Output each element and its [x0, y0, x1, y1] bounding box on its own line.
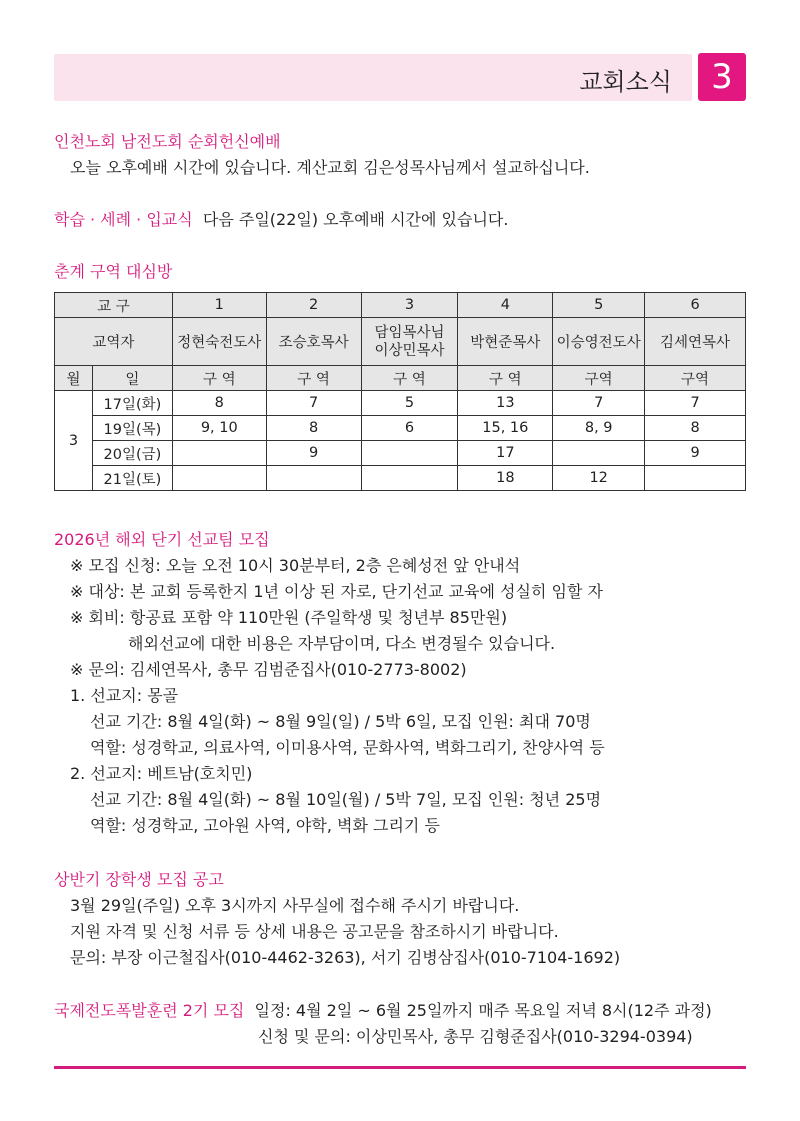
header-cell: 교역자 — [55, 318, 173, 366]
cell: 21일(토) — [92, 466, 172, 491]
table-row — [55, 416, 746, 441]
cell: 8 — [645, 416, 746, 441]
cell: 17일(화) — [92, 391, 172, 416]
section-title: 2026년 해외 단기 선교팀 모집 — [54, 530, 270, 549]
text-line: 선교 기간: 8월 4일(화) ~ 8월 9일(일) / 5박 6일, 모집 인원: 최대 70명 — [90, 712, 591, 731]
header-cell: 구역 — [553, 366, 645, 391]
cell: 8, 9 — [553, 416, 645, 441]
header-cell: 구역 — [645, 366, 746, 391]
text-line: 선교 기간: 8월 4일(화) ~ 8월 10일(월) / 5박 7일, 모집 인원: 청년 25명 — [90, 790, 602, 809]
table-row — [55, 466, 746, 491]
cell: 12 — [553, 466, 645, 491]
table-row — [55, 391, 746, 416]
cell: 6 — [361, 416, 458, 441]
cell: 9 — [266, 441, 361, 466]
text-line: 지원 자격 및 신청 서류 등 상세 내용은 공고문을 참조하시기 바랍니다. — [70, 922, 559, 941]
text-line: ※ 회비: 항공료 포함 약 110만원 (주일학생 및 청년부 85만원) — [70, 608, 508, 627]
header-cell: 구 역 — [266, 366, 361, 391]
header-cell: 구 역 — [458, 366, 553, 391]
header-cell: 4 — [458, 293, 553, 318]
header-title: 교회소식 — [579, 68, 672, 96]
header-bar — [54, 54, 692, 101]
table-row — [55, 441, 746, 466]
text-line: ※ 문의: 김세연목사, 총무 김범준집사(010-2773-8002) — [70, 660, 467, 679]
text-line: 해외선교에 대한 비용은 자부담이며, 다소 변경될수 있습니다. — [128, 634, 556, 653]
header-cell: 3 — [361, 293, 458, 318]
text-line: 일정: 4월 2일 ~ 6월 25일까지 매주 목요일 저녁 8시(12주 과정) — [254, 1001, 712, 1020]
text-line: 신청 및 문의: 이상민목사, 총무 김형준집사(010-3294-0394) — [258, 1027, 693, 1046]
cell: 9 — [645, 441, 746, 466]
section-visitation-title — [54, 259, 172, 285]
cell — [361, 441, 458, 466]
cell: 19일(목) — [92, 416, 172, 441]
section-service — [54, 129, 590, 181]
cell: 15, 16 — [458, 416, 553, 441]
section-mission — [54, 527, 605, 839]
section-evangelism — [54, 998, 712, 1050]
header-cell: 일 — [92, 366, 172, 391]
month-cell: 3 — [55, 391, 93, 491]
section-scholarship — [54, 867, 620, 971]
cell: 7 — [553, 391, 645, 416]
cell: 20일(금) — [92, 441, 172, 466]
header-cell: 구 역 — [361, 366, 458, 391]
cell: 18 — [458, 466, 553, 491]
cell: 13 — [458, 391, 553, 416]
header-cell: 2 — [266, 293, 361, 318]
text-line: 2. 선교지: 베트남(호치민) — [70, 764, 253, 783]
cell — [645, 466, 746, 491]
visitation-table — [54, 292, 746, 491]
section-baptism — [54, 207, 508, 233]
header-cell: 정현숙전도사 — [172, 318, 266, 366]
cell: 8 — [266, 416, 361, 441]
header-cell: 구 역 — [172, 366, 266, 391]
header-cell: 담임목사님 이상민목사 — [361, 318, 458, 366]
text-line: 3월 29일(주일) 오후 3시까지 사무실에 접수해 주시기 바랍니다. — [70, 896, 520, 915]
header-cell: 이승영전도사 — [553, 318, 645, 366]
cell: 7 — [266, 391, 361, 416]
footer-divider — [54, 1066, 746, 1069]
text-line: ※ 모집 신청: 오늘 오전 10시 30분부터, 2층 은혜성전 앞 안내석 — [70, 556, 521, 575]
cell — [361, 466, 458, 491]
section-title: 인천노회 남전도회 순회헌신예배 — [54, 132, 281, 151]
page-number: 3 — [698, 53, 746, 101]
cell: 5 — [361, 391, 458, 416]
cell — [266, 466, 361, 491]
cell — [172, 466, 266, 491]
cell — [553, 441, 645, 466]
cell: 17 — [458, 441, 553, 466]
text-line: 역할: 성경학교, 의료사역, 이미용사역, 문화사역, 벽화그리기, 찬양사역 등 — [90, 738, 605, 757]
header-cell: 김세연목사 — [645, 318, 746, 366]
header-cell: 박현준목사 — [458, 318, 553, 366]
text-line: 1. 선교지: 몽골 — [70, 686, 179, 705]
cell: 8 — [172, 391, 266, 416]
section-title: 상반기 장학생 모집 공고 — [54, 870, 224, 889]
header-cell: 조승호목사 — [266, 318, 361, 366]
text-line: 문의: 부장 이근철집사(010-4462-3263), 서기 김병삼집사(010-7104-1692) — [70, 948, 621, 967]
cell — [172, 441, 266, 466]
section-title: 국제전도폭발훈련 2기 모집 — [54, 1001, 245, 1020]
cell: 9, 10 — [172, 416, 266, 441]
cell: 7 — [645, 391, 746, 416]
text-line: 역할: 성경학교, 고아원 사역, 야학, 벽화 그리기 등 — [90, 816, 440, 835]
text-line: ※ 대상: 본 교회 등록한지 1년 이상 된 자로, 단기선교 교육에 성실히 임할 자 — [70, 582, 603, 601]
text-line: 오늘 오후예배 시간에 있습니다. 계산교회 김은성목사님께서 설교하십니다. — [70, 158, 590, 177]
header-cell: 6 — [645, 293, 746, 318]
header-cell: 교 구 — [55, 293, 173, 318]
header-cell: 5 — [553, 293, 645, 318]
header-cell: 1 — [172, 293, 266, 318]
header-cell: 월 — [55, 366, 93, 391]
section-title: 학습 · 세례 · 입교식 — [54, 210, 193, 229]
text-line: 다음 주일(22일) 오후예배 시간에 있습니다. — [202, 210, 509, 229]
section-title: 춘계 구역 대심방 — [54, 262, 173, 281]
